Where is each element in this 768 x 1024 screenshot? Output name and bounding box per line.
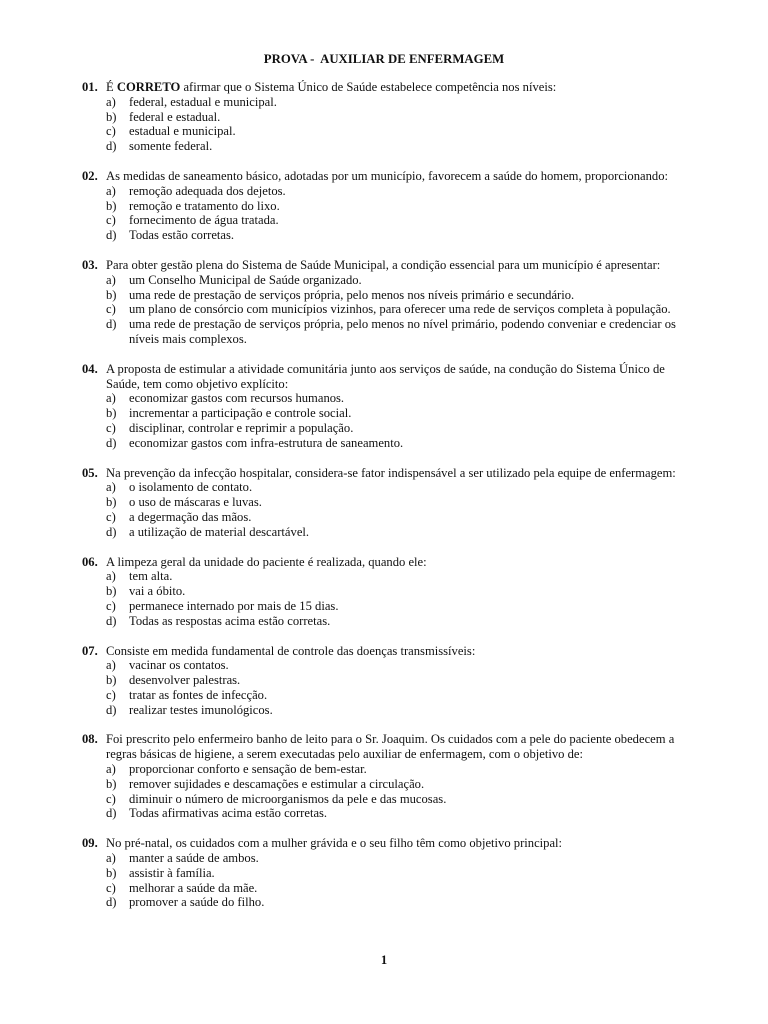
answer-option xyxy=(82,495,690,510)
answer-option xyxy=(82,777,690,792)
question-5 xyxy=(82,466,690,540)
option-text: o isolamento de contato. xyxy=(129,480,253,495)
option-letter: d) xyxy=(106,702,117,717)
question-7 xyxy=(82,644,690,718)
option-letter: d) xyxy=(106,613,117,628)
answer-option xyxy=(82,273,690,288)
question-number: 07. xyxy=(82,643,98,658)
option-text: economizar gastos com recursos humanos. xyxy=(129,391,345,406)
option-text: uma rede de prestação de serviços própria, pelo menos nos níveis primário e secundário. xyxy=(129,287,575,302)
option-letter: b) xyxy=(106,584,117,599)
option-text: tratar as fontes de infecção. xyxy=(129,687,268,702)
question-4 xyxy=(82,362,690,451)
question-number: 09. xyxy=(82,836,98,851)
question-text: A proposta de estimular a atividade comunitária junto aos serviços de saúde, na condução do Sistema Único de Saúde, tem como objetivo explícito: xyxy=(106,361,665,391)
answer-option xyxy=(82,317,690,347)
answer-option xyxy=(82,895,690,910)
option-letter: c) xyxy=(106,791,116,806)
answer-option xyxy=(82,584,690,599)
option-letter: b) xyxy=(106,406,117,421)
option-letter: b) xyxy=(106,495,117,510)
option-letter: a) xyxy=(106,480,116,495)
answer-option xyxy=(82,851,690,866)
option-letter: d) xyxy=(106,139,117,154)
answer-option xyxy=(82,658,690,673)
option-text: a degermação das mãos. xyxy=(129,509,252,524)
question-number: 05. xyxy=(82,465,98,480)
option-letter: c) xyxy=(106,509,116,524)
option-text: promover a saúde do filho. xyxy=(129,895,265,910)
answer-option xyxy=(82,302,690,317)
option-letter: d) xyxy=(106,435,117,450)
answer-option xyxy=(82,480,690,495)
answer-option xyxy=(82,866,690,881)
option-letter: c) xyxy=(106,124,116,139)
option-letter: c) xyxy=(106,302,116,317)
question-number: 06. xyxy=(82,554,98,569)
option-letter: b) xyxy=(106,109,117,124)
option-text: manter a saúde de ambos. xyxy=(129,851,259,866)
answer-option xyxy=(82,703,690,718)
answer-option xyxy=(82,110,690,125)
option-text: melhorar a saúde da mãe. xyxy=(129,880,258,895)
option-letter: a) xyxy=(106,569,116,584)
option-text: realizar testes imunológicos. xyxy=(129,702,273,717)
answer-option xyxy=(82,688,690,703)
question-text: Consiste em medida fundamental de controle das doenças transmissíveis: xyxy=(106,643,476,658)
option-text: remoção e tratamento do lixo. xyxy=(129,198,280,213)
answer-option xyxy=(82,569,690,584)
option-text: assistir à família. xyxy=(129,865,215,880)
question-stem xyxy=(82,258,690,273)
option-text: uma rede de prestação de serviços própria, pelo menos no nível primário, podendo conveniar e credenciar os níveis mais complexos. xyxy=(129,317,676,346)
option-text: incrementar a participação e controle social. xyxy=(129,406,352,421)
option-letter: c) xyxy=(106,420,116,435)
question-text: A limpeza geral da unidade do paciente é realizada, quando ele: xyxy=(106,554,427,569)
question-stem xyxy=(82,836,690,851)
question-text: As medidas de saneamento básico, adotadas por um município, favorecem a saúde do homem, proporcionando: xyxy=(106,168,669,183)
option-letter: a) xyxy=(106,183,116,198)
option-letter: d) xyxy=(106,895,117,910)
answer-option xyxy=(82,599,690,614)
answer-option xyxy=(82,762,690,777)
page-title: PROVA - AUXILIAR DE ENFERMAGEM xyxy=(263,52,505,66)
option-text: federal, estadual e municipal. xyxy=(129,94,277,109)
answer-option xyxy=(82,213,690,228)
question-lead: É xyxy=(106,80,117,94)
option-text: o uso de máscaras e luvas. xyxy=(129,495,262,510)
answer-option xyxy=(82,673,690,688)
option-letter: c) xyxy=(106,598,116,613)
option-letter: c) xyxy=(106,687,116,702)
question-stem xyxy=(82,732,690,762)
answer-option xyxy=(82,614,690,629)
answer-option xyxy=(82,139,690,154)
question-text: Na prevenção da infecção hospitalar, considera-se fator indispensável a ser utilizado pela equipe de enfermagem: xyxy=(106,465,676,480)
question-number: 02. xyxy=(82,168,98,183)
option-text: fornecimento de água tratada. xyxy=(129,213,279,228)
option-letter: d) xyxy=(106,228,117,243)
question-stem xyxy=(82,644,690,659)
question-text: afirmar que o Sistema Único de Saúde estabelece competência nos níveis: xyxy=(180,80,557,94)
option-letter: b) xyxy=(106,673,117,688)
question-stem xyxy=(82,80,690,95)
option-text: desenvolver palestras. xyxy=(129,673,241,688)
answer-option xyxy=(82,881,690,896)
question-text: No pré-natal, os cuidados com a mulher grávida e o seu filho têm como objetivo principal: xyxy=(106,836,563,851)
question-number: 04. xyxy=(82,361,98,376)
answer-option xyxy=(82,184,690,199)
option-text: tem alta. xyxy=(129,569,173,584)
option-text: disciplinar, controlar e reprimir a população. xyxy=(129,420,354,435)
option-letter: d) xyxy=(106,806,117,821)
option-letter: d) xyxy=(106,524,117,539)
option-text: Todas afirmativas acima estão corretas. xyxy=(129,806,328,821)
option-letter: b) xyxy=(106,287,117,302)
option-letter: a) xyxy=(106,94,116,109)
question-9 xyxy=(82,836,690,910)
question-number: 03. xyxy=(82,257,98,272)
question-text: Para obter gestão plena do Sistema de Saúde Municipal, a condição essencial para um município é apresentar: xyxy=(106,257,661,272)
question-text: Foi prescrito pelo enfermeiro banho de leito para o Sr. Joaquim. Os cuidados com a pele do paciente obedecem a regras básicas de higiene, a serem executadas pelo auxiliar de enfermagem, com o objetivo de: xyxy=(106,732,675,762)
option-text: federal e estadual. xyxy=(129,109,221,124)
question-stem xyxy=(82,555,690,570)
answer-option xyxy=(82,391,690,406)
option-letter: b) xyxy=(106,776,117,791)
question-emphasis: CORRETO xyxy=(116,80,181,94)
option-text: proporcionar conforto e sensação de bem-estar. xyxy=(129,762,367,777)
option-letter: b) xyxy=(106,198,117,213)
option-text: Todas estão corretas. xyxy=(129,228,235,243)
option-letter: b) xyxy=(106,865,117,880)
option-text: um Conselho Municipal de Saúde organizado. xyxy=(129,272,362,287)
option-text: Todas as respostas acima estão corretas. xyxy=(129,613,331,628)
answer-option xyxy=(82,95,690,110)
option-text: permanece internado por mais de 15 dias. xyxy=(129,598,339,613)
option-text: estadual e municipal. xyxy=(129,124,236,139)
question-number: 01. xyxy=(82,80,98,94)
question-6 xyxy=(82,555,690,629)
option-text: diminuir o número de microorganismos da pele e das mucosas. xyxy=(129,791,447,806)
option-text: economizar gastos com infra-estrutura de saneamento. xyxy=(129,435,404,450)
answer-option xyxy=(82,199,690,214)
answer-option xyxy=(82,792,690,807)
option-letter: a) xyxy=(106,391,116,406)
question-number: 08. xyxy=(82,732,98,747)
option-text: vacinar os contatos. xyxy=(129,658,229,673)
question-stem xyxy=(82,466,690,481)
answer-option xyxy=(82,806,690,821)
question-3 xyxy=(82,258,690,347)
page-number: 1 xyxy=(380,953,388,967)
answer-option xyxy=(82,436,690,451)
question-stem xyxy=(82,169,690,184)
answer-option xyxy=(82,510,690,525)
answer-option xyxy=(82,288,690,303)
question-1 xyxy=(82,80,690,154)
question-2 xyxy=(82,169,690,243)
answer-option xyxy=(82,421,690,436)
option-text: remover sujidades e descamações e estimular a circulação. xyxy=(129,776,425,791)
option-letter: a) xyxy=(106,272,116,287)
option-letter: d) xyxy=(106,317,117,332)
option-letter: c) xyxy=(106,213,116,228)
question-stem xyxy=(82,362,690,392)
answer-option xyxy=(82,124,690,139)
question-8 xyxy=(82,732,690,821)
answer-option xyxy=(82,228,690,243)
option-text: vai a óbito. xyxy=(129,584,186,599)
option-letter: c) xyxy=(106,880,116,895)
option-text: a utilização de material descartável. xyxy=(129,524,310,539)
option-letter: a) xyxy=(106,851,116,866)
option-text: somente federal. xyxy=(129,139,213,154)
option-text: um plano de consórcio com municípios vizinhos, para oferecer uma rede de serviços completa à população. xyxy=(129,302,671,317)
answer-option xyxy=(82,406,690,421)
answer-option xyxy=(82,525,690,540)
option-letter: a) xyxy=(106,658,116,673)
option-letter: a) xyxy=(106,762,116,777)
option-text: remoção adequada dos dejetos. xyxy=(129,183,286,198)
question-list xyxy=(82,80,690,925)
